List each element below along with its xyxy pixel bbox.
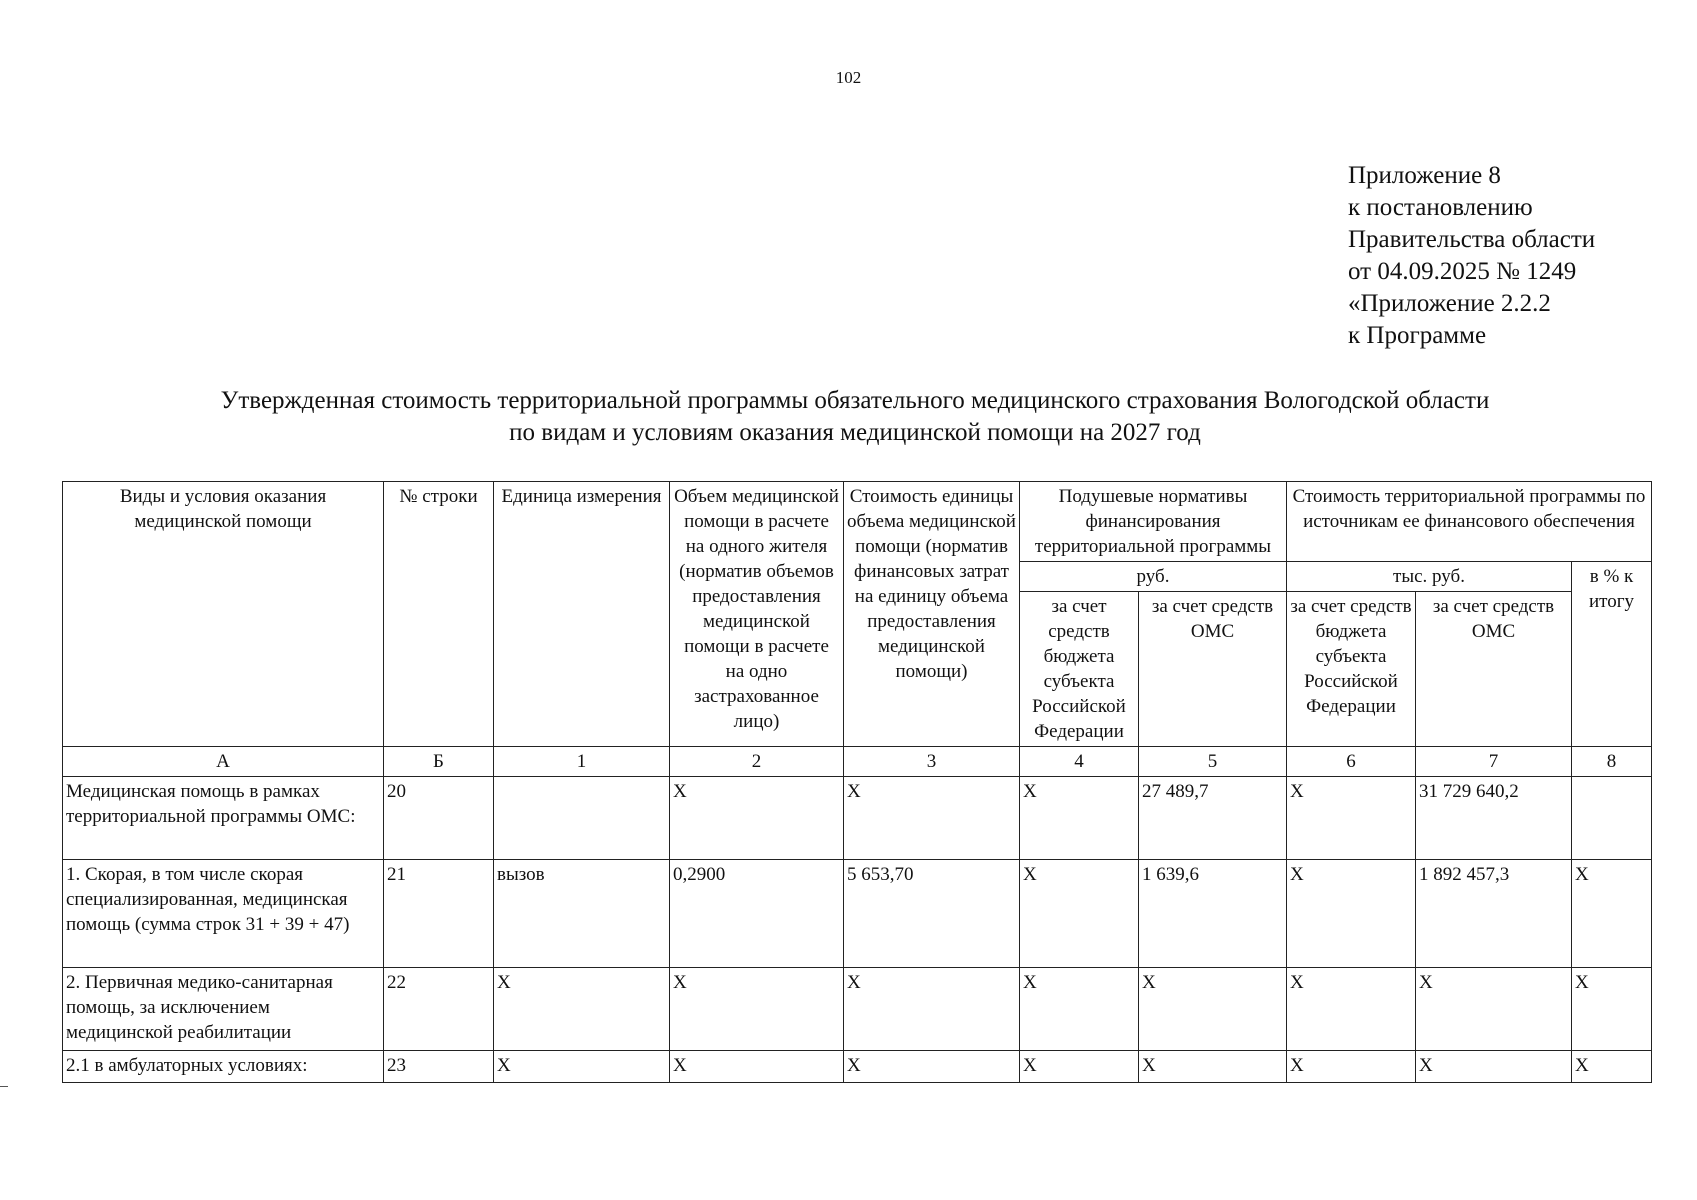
table-cell: X (670, 1051, 844, 1083)
table-cell: X (1020, 777, 1139, 860)
table-cell: 31 729 640,2 (1416, 777, 1572, 860)
cost-table (62, 481, 1652, 1083)
appendix-line: Правительства области (1348, 226, 1596, 253)
table-row (63, 777, 1652, 860)
header-per-capita: Подушевые нормативы финансирования территориальной программы (1020, 482, 1287, 562)
table-cell: X (1139, 1051, 1287, 1083)
table-cell (1572, 777, 1652, 860)
table-cell: X (1020, 968, 1139, 1051)
table-cell: X (844, 1051, 1020, 1083)
column-number: А (63, 747, 384, 777)
table-cell: X (1572, 968, 1652, 1051)
table-cell: 23 (384, 1051, 494, 1083)
table-cell: 27 489,7 (1139, 777, 1287, 860)
table-cell: X (1020, 860, 1139, 968)
column-number: 2 (670, 747, 844, 777)
title-line: Утвержденная стоимость территориальной программы обязательного медицинского страхования Вологодской области (220, 387, 1490, 414)
appendix-block (1348, 160, 1595, 352)
header-oms: за счет средств ОМС (1139, 592, 1287, 747)
table-cell: X (844, 777, 1020, 860)
column-number: 4 (1020, 747, 1139, 777)
column-number: 7 (1416, 747, 1572, 777)
table-cell: X (1287, 777, 1416, 860)
header-rub: руб. (1020, 562, 1287, 592)
table-cell: X (1139, 968, 1287, 1051)
table-cell: X (1287, 860, 1416, 968)
table-row (63, 860, 1652, 968)
header-percent: в % к итогу (1572, 562, 1652, 747)
column-number: 1 (494, 747, 670, 777)
table-cell: X (844, 968, 1020, 1051)
table-row (63, 968, 1652, 1051)
appendix-line: от 04.09.2025 № 1249 (1348, 258, 1577, 285)
table-cell: 1. Скорая, в том числе скорая специализированная, медицинская помощь (сумма строк 31 + 39 + 47) (63, 860, 384, 968)
table-cell: 1 639,6 (1139, 860, 1287, 968)
column-number: 6 (1287, 747, 1416, 777)
table-cell: 2. Первичная медико-санитарная помощь, за исключением медицинской реабилитации (63, 968, 384, 1051)
table-cell: 5 653,70 (844, 860, 1020, 968)
table-cell: 2.1 в амбулаторных условиях: (63, 1051, 384, 1083)
header-budget-thous: за счет средств бюджета субъекта Российской Федерации (1287, 592, 1416, 747)
table-cell: вызов (494, 860, 670, 968)
column-number-row (63, 747, 1652, 777)
appendix-line: к постановлению (1348, 194, 1533, 221)
header-unit-cost: Стоимость единицы объема медицинской помощи (норматив финансовых затрат на единицу объема предоставления медицинской помощи) (844, 482, 1020, 747)
table-row (63, 1051, 1652, 1083)
table-cell: X (1287, 1051, 1416, 1083)
table-cell: X (670, 968, 844, 1051)
column-number: 8 (1572, 747, 1652, 777)
document-title (60, 385, 1650, 449)
table-cell: X (1416, 1051, 1572, 1083)
column-number: 5 (1139, 747, 1287, 777)
table-cell: 22 (384, 968, 494, 1051)
table-cell: X (1572, 860, 1652, 968)
table-cell: X (494, 968, 670, 1051)
header-unit: Единица измерения (494, 482, 670, 747)
table-cell: X (1572, 1051, 1652, 1083)
appendix-line: «Приложение 2.2.2 (1348, 290, 1551, 317)
appendix-line: Приложение 8 (1348, 162, 1501, 189)
header-row-number: № строки (384, 482, 494, 747)
column-number: Б (384, 747, 494, 777)
table-cell: X (1287, 968, 1416, 1051)
column-number: 3 (844, 747, 1020, 777)
table-cell: 1 892 457,3 (1416, 860, 1572, 968)
page-number: 102 (835, 68, 862, 87)
title-line: по видам и условиям оказания медицинской помощи на 2027 год (509, 419, 1201, 446)
scan-margin-mark (0, 1086, 8, 1087)
table-cell: X (1416, 968, 1572, 1051)
header-program-cost: Стоимость территориальной программы по источникам ее финансового обеспечения (1287, 482, 1652, 562)
header-budget: за счет средств бюджета субъекта Российской Федерации (1020, 592, 1139, 747)
table-cell: X (670, 777, 844, 860)
appendix-line: к Программе (1348, 322, 1487, 349)
header-volume: Объем медицинской помощи в расчете на одного жителя (норматив объемов предоставления медицинской помощи в расчете на одно застрахованное лицо) (670, 482, 844, 747)
header-oms-thous: за счет средств ОМС (1416, 592, 1572, 747)
table-cell (494, 777, 670, 860)
table-cell: 20 (384, 777, 494, 860)
table-cell: 0,2900 (670, 860, 844, 968)
header-thous-rub: тыс. руб. (1287, 562, 1572, 592)
table-cell: X (494, 1051, 670, 1083)
header-types: Виды и условия оказания медицинской помощи (63, 482, 384, 747)
table-cell: Медицинская помощь в рамках территориальной программы ОМС: (63, 777, 384, 860)
table-cell: 21 (384, 860, 494, 968)
table-cell: X (1020, 1051, 1139, 1083)
